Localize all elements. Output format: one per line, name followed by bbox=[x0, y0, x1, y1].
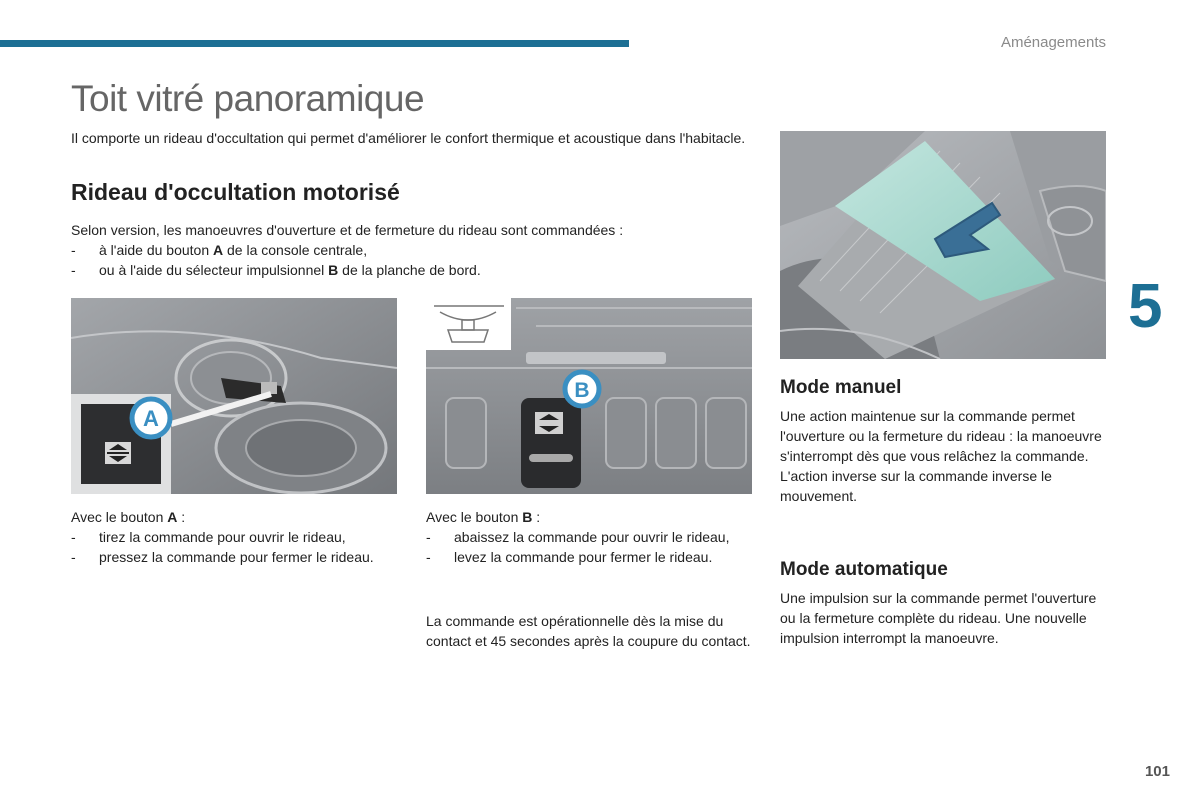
figure-label-b: B bbox=[574, 379, 590, 402]
manual-mode-text: Une action maintenue sur la commande permet l'ouverture ou la fermeture du rideau : la manoeuvre s'interrompt dès que vous relâchez la commande. L'action inverse sur la commande inverse le mouvement. bbox=[780, 408, 1102, 504]
list-item: - à l'aide du bouton A de la console centrale, bbox=[71, 242, 368, 258]
list-item: - abaissez la commande pour ouvrir le rideau, bbox=[426, 529, 730, 545]
caption-button-b: Avec le bouton B : - abaissez la commande pour ouvrir le rideau, - levez la commande pour fermer le rideau. bbox=[426, 507, 752, 567]
chapter-number: 5 bbox=[1128, 272, 1163, 341]
operation-note: La commande est opérationnelle dès la mise du contact et 45 secondes après la coupure du contact. bbox=[426, 613, 751, 649]
control-options-list bbox=[71, 240, 751, 280]
automatic-mode-text: Une impulsion sur la commande permet l'ouverture ou la fermeture complète du rideau. Une nouvelle impulsion interrompt la manoeuvre. bbox=[780, 590, 1097, 646]
list-item: - tirez la commande pour ouvrir le rideau, bbox=[71, 529, 346, 545]
list-item: - levez la commande pour fermer le rideau. bbox=[426, 549, 713, 565]
page-title: Toit vitré panoramique bbox=[71, 78, 425, 119]
page-number: 101 bbox=[1144, 763, 1170, 780]
caption-button-a: Avec le bouton A : - tirez la commande pour ouvrir le rideau, - pressez la commande pour fermer le rideau. bbox=[71, 507, 391, 567]
automatic-mode-heading: Mode automatique bbox=[780, 559, 948, 580]
figure-console-button bbox=[71, 298, 397, 494]
section-heading: Rideau d'occultation motorisé bbox=[71, 179, 400, 205]
intro-paragraph: Il comporte un rideau d'occultation qui permet d'améliorer le confort thermique et acoustique dans l'habitacle. bbox=[71, 130, 746, 146]
figure-dashboard-selector bbox=[426, 298, 752, 494]
list-item: - ou à l'aide du sélecteur impulsionnel B de la planche de bord. bbox=[71, 262, 481, 278]
manual-mode-heading: Mode manuel bbox=[780, 377, 902, 398]
header-accent-bar bbox=[0, 40, 629, 47]
list-item: - pressez la commande pour fermer le rideau. bbox=[71, 549, 374, 565]
figure-panoramic-roof bbox=[780, 131, 1106, 359]
figure-label-a: A bbox=[143, 406, 159, 431]
control-options-lead: Selon version, les manoeuvres d'ouverture et de fermeture du rideau sont commandées : bbox=[71, 222, 624, 238]
section-name: Aménagements bbox=[1000, 34, 1106, 51]
control-options bbox=[71, 220, 751, 280]
